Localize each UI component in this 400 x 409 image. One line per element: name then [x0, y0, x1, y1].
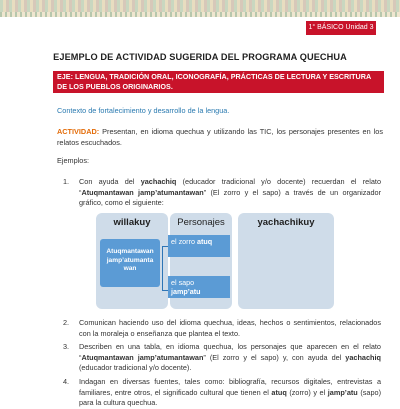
eje-banner: EJE: LENGUA, TRADICIÓN ORAL, ICONOGRAFÍA, PRÁCTICAS DE LECTURA Y ESCRITURA DE LOS PUEBLOS ORIGINARIOS.	[53, 71, 384, 93]
decorative-header-band	[0, 0, 400, 17]
graphic-organizer	[96, 213, 336, 309]
list-number: 3.	[63, 342, 70, 351]
story-box: Atuqmantawan jamp’atumanta wan	[100, 239, 160, 287]
organizer-column-willakuy	[96, 213, 168, 309]
column-title: willakuy	[113, 217, 151, 228]
character-box-sapo: el sapo jamp’atu	[168, 276, 230, 298]
context-line: Contexto de fortalecimiento y desarrollo de la lengua.	[57, 106, 230, 115]
grade-unit-badge: 1° BÁSICO Unidad 3	[306, 21, 376, 35]
column-title: yachachikuy	[257, 217, 315, 228]
character-box-zorro: el zorro atuq	[168, 235, 230, 257]
organizer-column-yachachikuy	[238, 213, 334, 309]
list-text: Con ayuda del yachachiq (educador tradicional y/o docente) recuerdan el relato “Atuqmantawan jamp’atumantawan” (El zorro y el sapo) a través de un organizador gráfico, como el siguiente:	[79, 177, 382, 208]
activity-label: ACTIVIDAD:	[57, 127, 100, 136]
header-pattern-stripe	[0, 12, 400, 17]
page-title: EJEMPLO DE ACTIVIDAD SUGERIDA DEL PROGRAMA QUECHUA	[53, 52, 347, 62]
organizer-connector	[162, 246, 167, 291]
list-text: Describen en una tabla, en idioma quechua, los personajes que aparecen en el relato “Atuqmantawan jamp’atumantawan” (El zorro y el sapo) y, con ayuda del yachachiq (educador tradicional y/o docente).	[79, 342, 381, 373]
list-item	[63, 377, 381, 409]
list-item	[63, 342, 381, 374]
column-title: Personajes	[177, 217, 225, 228]
list-number: 2.	[63, 318, 70, 327]
activity-paragraph	[57, 126, 383, 148]
list-number: 1.	[63, 177, 70, 186]
list-text: Comunican haciendo uso del idioma quechua, ideas, hechos o sentimientos, relacionados con la moraleja o enseñanza que plantea el texto.	[79, 318, 381, 338]
list-item	[63, 177, 381, 209]
list-number: 4.	[63, 377, 70, 386]
list-item	[63, 318, 381, 339]
examples-label: Ejemplos:	[57, 156, 90, 165]
list-text: Indagan en diversas fuentes, tales como: bibliografía, recursos digitales, entrevistas a familiares, entre otros, el significado cultural que tienen el atuq (zorro) y el jamp’atu (sapo) para la cultura quechua.	[79, 377, 382, 408]
activity-text: Presentan, en idioma quechua y utilizando las TIC, los personajes presentes en los relatos escuchados.	[57, 127, 383, 147]
